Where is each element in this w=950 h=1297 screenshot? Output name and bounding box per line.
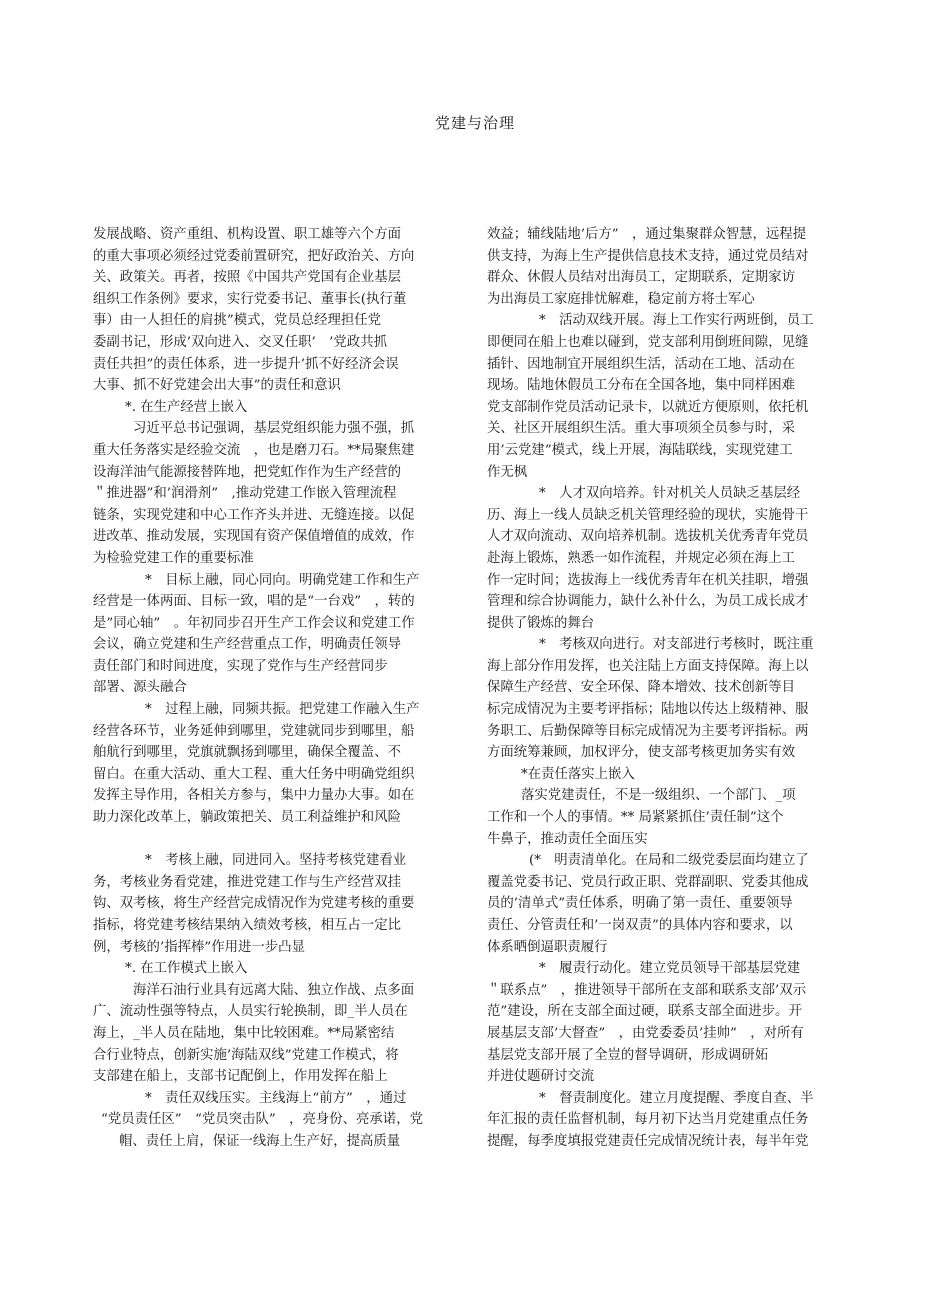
text-line: 提供了锻炼的舞台 xyxy=(487,615,595,631)
text-line: ＂推进器”和’润滑剂” ,推动党建工作嵌入管理流程 xyxy=(93,486,397,502)
text-line: 责任共担”的责任体系，进一步提升’抓不好经济会误 xyxy=(93,356,399,372)
text-line: 大事、抓不好党建会出大事”的责任和意识 xyxy=(93,378,341,394)
text-line: * 过程上融，同频共振。把党建工作融入生产 xyxy=(145,702,420,718)
text-line: * 目标上融，同心同向。明确党建工作和生产 xyxy=(145,572,420,588)
text-line: 助力深化改革上，躺政策把关、员工利益维护和风险 xyxy=(93,810,401,826)
text-line: 标完成情况为主要考评指标；陆地以传达上级精神、服 xyxy=(487,702,809,718)
text-line: 习近平总书记强调，基层党组织能力强不强，抓 xyxy=(133,421,415,437)
text-line: 保障生产经营、安全环保、降本增效、技术创新等目 xyxy=(487,680,795,696)
text-line: 作无枫 xyxy=(487,464,528,480)
text-line: 范”建设，所在支部全面过硬，联系支部全面进步。开 xyxy=(487,1004,802,1020)
text-line: 经营是一体两面、目标一致，唱的是“一台戏” ，转的 xyxy=(93,594,415,610)
left-text-column xyxy=(93,224,471,1153)
page-title: 党建与治理 xyxy=(434,114,515,132)
text-line: 基层党支部开展了全豈的督导调研，形成调研妬 xyxy=(487,1047,769,1063)
text-line: * 活动双线开展。海上工作实行两班倒，员工 xyxy=(539,313,814,329)
text-line: 舶航行到哪里，党旗就飘扬到哪里，确保全覆盖、不 xyxy=(93,745,401,761)
text-line: 管理和综合协调能力，缺什么补什么，为员工成长成才 xyxy=(487,594,809,610)
text-line: (* 明责清单化。在局和二级党委层面均建立了 xyxy=(529,853,809,869)
text-line: 效益；辅线陆地’后方” ，通过集聚群众智慧，远程提 xyxy=(487,227,807,242)
text-line: 员的’清单式”责任体系，明确了第一责任、重要领导 xyxy=(487,896,793,912)
text-line: 发挥主导作用，各相关方参与，集中力量办大事。如在 xyxy=(93,788,415,804)
text-line: 即便同在船上也难以碰到，党支部利用倒班间隙，见缝 xyxy=(487,334,809,350)
text-line: * 人才双向培养。针对机关人员缺乏基层经 xyxy=(539,486,801,502)
text-line: 赴海上锻炼，熟悉一如作流程，并规定必须在海上工 xyxy=(487,550,795,566)
text-line: 为检验党建工作的重要标准 xyxy=(93,550,254,566)
text-line: *在责任落实上嵌入 xyxy=(521,766,635,782)
text-line: 海洋石油行业具有远离大陆、独立作战、点多面 xyxy=(133,982,415,998)
text-line: 提醒，每季度填报党建责任完成情况统计表，每半年党 xyxy=(487,1133,809,1149)
text-line: *. 在生产经营上嵌入 xyxy=(125,399,248,415)
text-line: * 履责行动化。建立党员领导干部基层党建 xyxy=(539,961,801,977)
text-line: 用’云党建”模式，线上开展，海陆联线，实现党建工 xyxy=(487,442,793,458)
text-line: 务职工、后勤保障等目标完成情况为主要考评指标。两 xyxy=(487,723,809,739)
text-line: 责任部门和时间进度，实现了党作与生产经营同步 xyxy=(93,658,388,674)
right-text-column xyxy=(487,224,863,1153)
text-line: 会议，确立党建和生产经营重点工作，明确责任领导 xyxy=(93,637,401,653)
text-line: 部署、源头融合 xyxy=(93,680,187,696)
text-line: “党员责任区” “党员突击队” ，亮身份、亮承诺，党 xyxy=(101,1112,423,1128)
text-line: 例，考核的’指挥棒”作用进一步凸显 xyxy=(93,939,305,955)
text-line: 海上，_半人员在陆地，集中比较困难。**局紧密结 xyxy=(93,1025,395,1041)
text-line: 留白。在重大活动、重大工程、重大任务中明确党组织 xyxy=(93,766,415,782)
text-line: 牛鼻子，推动责任全面压实 xyxy=(487,831,648,847)
text-line: 关、社区开展组织生活。重大事项须全员参与时，采 xyxy=(487,421,795,437)
text-line: 指标，将党建考核结果纳入绩效考核，相互占一定比 xyxy=(93,918,401,933)
text-line: 插针、因地制宜开展组织生活，活动在工地、活动在 xyxy=(487,356,795,372)
text-line: 设海洋油气能源接替阵地，把党虹作作为生产经营的 xyxy=(93,464,401,480)
text-line: 展基层支部’大督查” ，由党委委员’挂帅” ，对所有 xyxy=(487,1025,804,1041)
text-line: ＂联系点” ，推进领导干部所在支部和联系支部’双示 xyxy=(487,982,807,998)
text-line: 委副书记，形成’双向进入、交叉任职’ ’党政共抓 xyxy=(93,334,387,350)
text-line: 落实党建责任，不是一级组织、一个部门、_项 xyxy=(521,788,796,804)
text-line: 合行业特点，创新实施’海陆双线”党建工作模式，将 xyxy=(93,1047,399,1063)
text-line: 海上部分作用发挥，也关注陆上方面支持保障。海上以 xyxy=(487,658,809,674)
text-line: *. 在工作模式上嵌入 xyxy=(125,961,248,977)
text-line: 链条，实现党建和中心工作齐头并进、无缝连接。以促 xyxy=(93,507,415,523)
text-line: 覆盖党委书记、党员行政正职、党群副职、党委其他成 xyxy=(487,874,809,890)
text-line: 进改革、推动发展，实现国有资产保值增值的成效，作 xyxy=(93,529,415,545)
text-line: 并进仗题研讨交流 xyxy=(487,1069,595,1085)
text-line: 责任、分管责任和’一岗双责”的具体内容和要求，以 xyxy=(487,918,793,933)
text-line: 经营各环节，业务延伸到哪里，党建就同步到哪里，船 xyxy=(93,723,415,739)
text-line: 供支持，为海上生产提供信息技术支持，通过党员结对 xyxy=(487,248,809,264)
text-line: 支部建在船上，支部书记配倒上，作用发挥在船上 xyxy=(93,1069,388,1085)
text-line: 发展战略、资产重组、机构设置、职工雄等六个方面 xyxy=(93,227,401,242)
text-line: 务，考核业务看党建，推进党建工作与生产经营双挂 xyxy=(93,874,401,890)
text-line: 事）由一人担任的肩挑”模式，党员总经理担任党 xyxy=(93,313,382,329)
text-line: * 考核双向进行。对支部进行考核时，既注重 xyxy=(539,637,814,653)
text-line: 关、政策关。再者，按照《中国共产党国有企业基层 xyxy=(93,270,401,286)
text-line: * 督责制度化。建立月度提醒、季度自查、半 xyxy=(539,1090,814,1106)
paragraph-gap xyxy=(93,829,471,851)
text-line: 党支部制作党员活动记录卡，以就近方便原则，依托机 xyxy=(487,399,809,415)
text-line: 现场。陆地休假员工分布在全国各地，集中同样困难 xyxy=(487,378,795,394)
text-line: 帽、责任上肩，保证一线海上生产好，提高质量 xyxy=(119,1133,401,1149)
text-line: 作一定时间；选拔海上一线优秀青年在机关挂职，增强 xyxy=(487,572,809,588)
text-line: 为出海员工家庭排忧解难，稳定前方将士军心 xyxy=(487,291,755,307)
text-line: * 考核上融，同进同入。坚持考核党建看业 xyxy=(145,853,407,869)
text-line: 体系晒倒逼职责履行 xyxy=(487,939,608,955)
text-line: 广、流动性强等特点，人员实行轮换制，即_半人员在 xyxy=(93,1004,408,1020)
text-line: 方面统筹兼顾，加权评分，使支部考核更加务实有效 xyxy=(487,745,795,761)
text-line: 是”同心轴” 。年初同步召开生产工作会议和党建工作 xyxy=(93,615,415,631)
text-line: * 责任双线压实。主线海上“前方” ，通过 xyxy=(145,1090,407,1106)
text-line: 工作和一个人的事情。** 局紧紧抓住’责任制”这个 xyxy=(487,810,784,826)
text-line: 钩、双考核，将生产经营完成情况作为党建考核的重要 xyxy=(93,896,415,912)
text-line: 重大任务落实是经验交流 ，也是磨刀石。**局聚焦建 xyxy=(93,442,415,458)
text-line: 的重大事项必须经过党委前置研究，把好政治关、方向 xyxy=(93,248,415,264)
text-line: 群众、休假人员结对出海员工，定期联系，定期家访 xyxy=(487,270,795,286)
text-line: 年汇报的责任监督机制，每月初下达当月党建重点任务 xyxy=(487,1112,809,1128)
text-line: 人才双向流动、双向培养机制。选拔机关优秀青年党员 xyxy=(487,529,809,545)
text-line: 组织工作条例》要求，实行党委书记、董事长(执行董 xyxy=(93,291,407,307)
text-line: 历、海上一线人员缺乏机关管理经验的现状，实施骨干 xyxy=(487,507,809,523)
